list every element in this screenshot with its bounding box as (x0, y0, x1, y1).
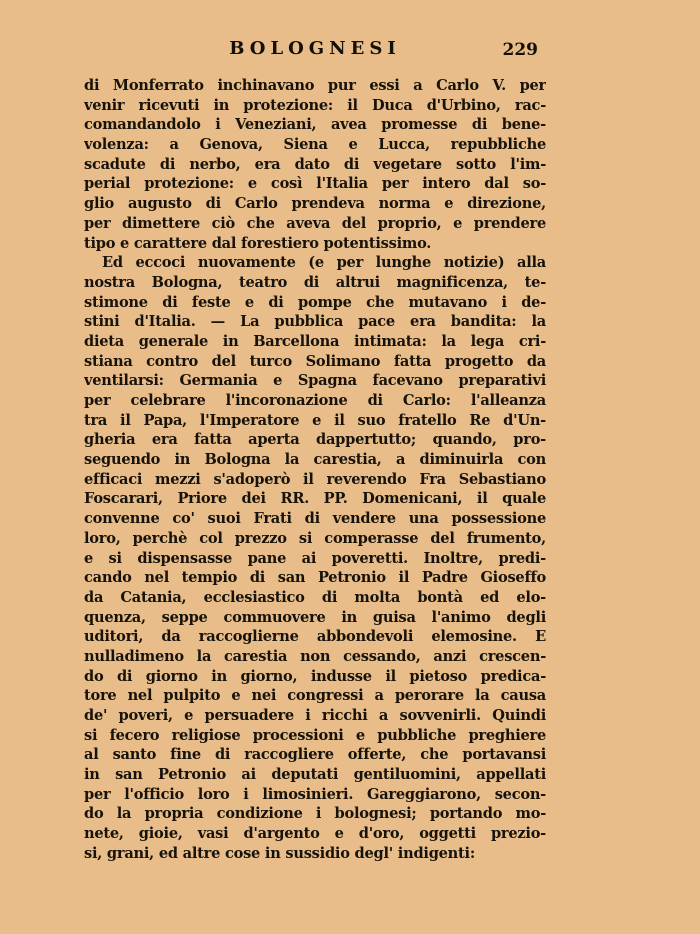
text-line: comandandolo i Veneziani, avea promesse di bene- (84, 116, 546, 134)
text-line: tra il Papa, l'Imperatore e il suo fratello Re d'Un- (84, 411, 546, 429)
text-line: nulladimeno la carestia non cessando, anzi crescen- (84, 647, 546, 665)
text-line: per l'officio loro i limosinieri. Gareggiarono, secon- (84, 785, 546, 803)
text-line: di Monferrato inchinavano pur essi a Carlo V. per (84, 77, 546, 94)
text-line: ventilarsi: Germania e Spagna facevano preparativi (84, 372, 546, 390)
page-number: 229 (502, 40, 538, 60)
text-line: seguendo in Bologna la carestia, a diminuirla con (84, 451, 546, 469)
text-line: dieta generale in Barcellona intimata: la lega cri- (84, 332, 546, 350)
text-line: stiana contro del turco Solimano fatta progetto da (84, 352, 546, 370)
text-line: si, grani, ed altre cose in sussidio degl' indigenti: (84, 844, 475, 862)
text-line: tore nel pulpito e nei congressi a perorare la causa (84, 687, 546, 705)
text-line: stimone di feste e di pompe che mutavano i de- (84, 293, 546, 311)
text-line: tipo e carattere dal forestiero potentissimo. (84, 234, 432, 252)
text-line: cando nel tempio di san Petronio il Padre Gioseffo (84, 569, 546, 587)
text-line: al santo fine di raccogliere offerte, che portavansi (84, 746, 546, 764)
text-line: convenne co' suoi Frati di vendere una possessione (84, 510, 546, 528)
text-line: de' poveri, e persuadere i ricchi a sovvenirli. Quindi (84, 707, 546, 724)
text-line: da Catania, ecclesiastico di molta bontà ed elo- (84, 588, 546, 606)
running-title: BOLOGNESI (229, 38, 401, 59)
text-line: volenza: a Genova, Siena e Lucca, repubbliche (84, 136, 546, 154)
text-line: efficaci mezzi s'adoperò il reverendo Fra Sebastiano (84, 470, 546, 488)
text-line: gheria era fatta aperta dappertutto; quando, pro- (84, 431, 546, 449)
text-line: uditori, da raccoglierne abbondevoli elemosine. E (84, 628, 546, 646)
text-line: nostra Bologna, teatro di altrui magnificenza, te- (84, 273, 546, 291)
text-line: e si dispensasse pane ai poveretti. Inoltre, predi- (84, 549, 546, 567)
text-line: do la propria condizione i bolognesi; portando mo- (84, 805, 546, 823)
page-header (84, 38, 546, 64)
text-line: stini d'Italia. — La pubblica pace era bandita: la (84, 313, 546, 331)
text-line: quenza, seppe commuovere in guisa l'animo degli (84, 608, 546, 626)
text-line: perial protezione: e così l'Italia per intero dal so- (84, 175, 546, 193)
text-line: scadute di nerbo, era dato di vegetare sotto l'im- (84, 155, 546, 173)
text-line: in san Petronio ai deputati gentiluomini, appellati (84, 766, 546, 784)
text-line: venir ricevuti in protezione: il Duca d'Urbino, rac- (84, 96, 546, 114)
body-text (84, 76, 546, 864)
text-line: per celebrare l'incoronazione di Carlo: l'alleanza (84, 392, 546, 409)
text-line: nete, gioie, vasi d'argento e d'oro, oggetti prezio- (84, 825, 546, 843)
text-line: loro, perchè col prezzo si comperasse del frumento, (84, 529, 546, 547)
text-line: Foscarari, Priore dei RR. PP. Domenicani, il quale (84, 490, 546, 508)
text-line: glio augusto di Carlo prendeva norma e direzione, (84, 195, 546, 213)
text-line: Ed eccoci nuovamente (e per lunghe notizie) alla (102, 254, 546, 272)
text-line: si fecero religiose processioni e pubbliche preghiere (84, 726, 546, 744)
text-line: per dimettere ciò che aveva del proprio, e prendere (84, 214, 546, 232)
text-line: do di giorno in giorno, indusse il pietoso predica- (84, 667, 546, 685)
